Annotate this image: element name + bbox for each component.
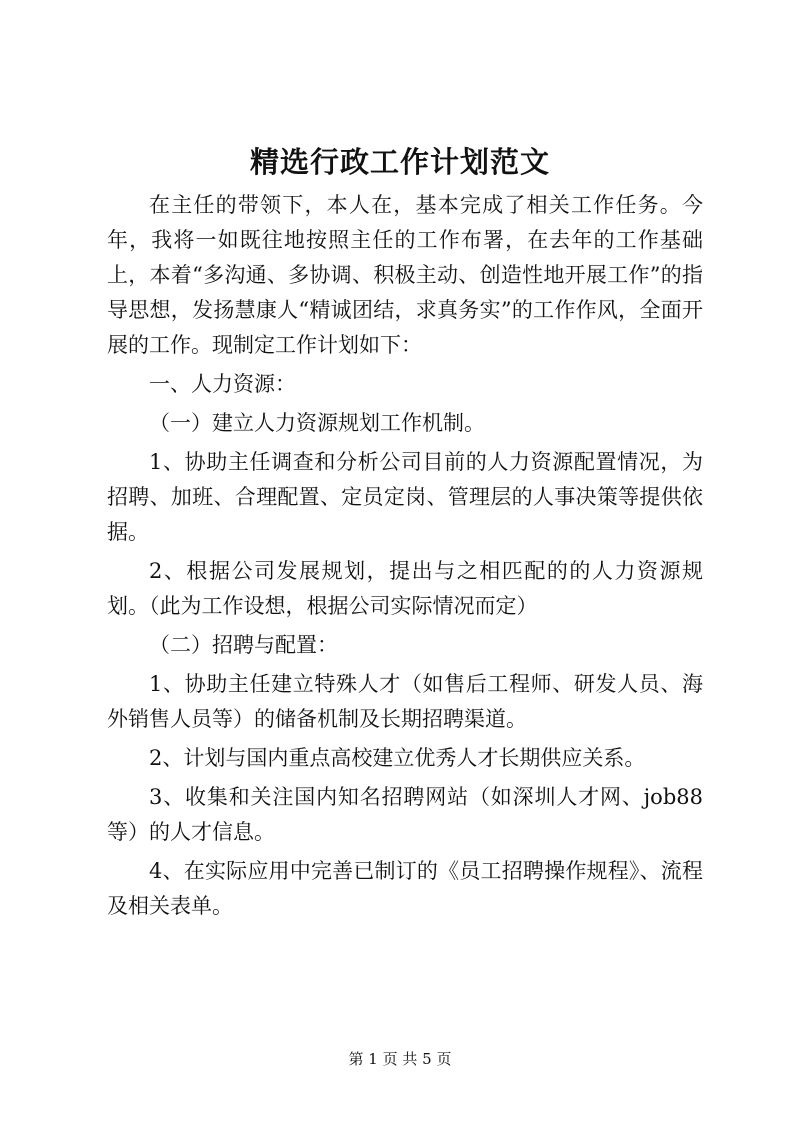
section-heading-hr: 一、人力资源：: [149, 372, 296, 396]
paragraph-planning-1: 1、协助主任调查和分析公司目前的人力资源配置情况，为招聘、加班、合理配置、定员定岗、管理层的人事决策等提供依据。: [107, 450, 703, 544]
paragraph-recruitment-2: 2、计划与国内重点高校建立优秀人才长期供应关系。: [149, 746, 646, 770]
paragraph-recruitment-3: 3、收集和关注国内知名招聘网站（如深圳人才网、job88等）的人才信息。: [107, 785, 703, 844]
page-footer: 第 1 页 共 5 页: [348, 1050, 452, 1068]
subsection-heading-recruitment: （二）招聘与配置：: [149, 633, 338, 657]
document-title: 精选行政工作计划范文: [249, 145, 550, 179]
paragraph-planning-2: 2、根据公司发展规划，提出与之相匹配的的人力资源规划。（此为工作设想，根据公司实际情况而定）: [107, 559, 703, 618]
document-body: [107, 188, 703, 924]
subsection-heading-planning: （一）建立人力资源规划工作机制。: [149, 411, 485, 435]
intro-paragraph: 在主任的带领下，本人在，基本完成了相关工作任务。今年，我将一如既往地按照主任的工作布署，在去年的工作基础上，本着“多沟通、多协调、积极主动、创造性地开展工作”的指导思想，发扬慧康人“精诚团结，求真务实”的工作作风，全面开展的工作。现制定工作计划如下：: [107, 193, 703, 357]
paragraph-recruitment-4: 4、在实际应用中完善已制订的《员工招聘操作规程》、流程及相关表单。: [107, 859, 703, 918]
paragraph-recruitment-1: 1、协助主任建立特殊人才（如售后工程师、研发人员、海外销售人员等）的储备机制及长期招聘渠道。: [107, 672, 703, 731]
